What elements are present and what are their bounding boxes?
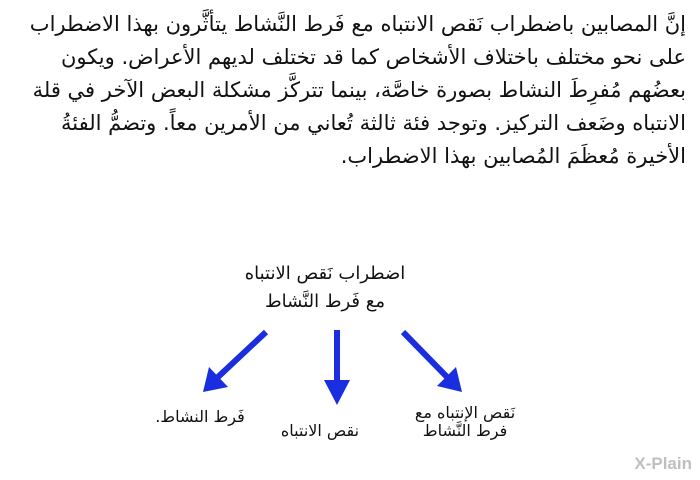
leaf-combined-line2: فرط النَّشاط [422,421,508,440]
leaf-inattention: نقص الانتباه [280,421,360,440]
arrow-to-combined [403,332,462,392]
intro-paragraph: إنَّ المصابين باضطراب نَقص الانتباه مع فَرط النَّشاط يتأثَّرون بهذا الاضطراب على نحو مختلف باختلاف الأشخاص كما قد تختلف لديهم الأعراض. ويكون بعضُهم مُفرِطَ النشاط بصورة خاصَّة، بينما تتركَّز مشكلة البعض الآخر في قلة الانتباه وضَعف التركيز. وتوجد فئة ثالثة تُعاني من الأمرين معاً. وتضمُّ الفئةُ الأخيرة مُعظَمَ المُصابين بهذا الاضطراب. [29,12,686,168]
x-plain-logo-icon [634,454,692,474]
arrow-to-inattention [324,330,350,405]
arrow-to-hyperactivity [203,332,266,392]
leaf-hyperactivity: فَرط النشاط. [155,407,245,426]
leaf-combined [395,404,535,440]
root-node-line2: مع فَرط النَّشاط [265,291,385,312]
logo-text: X-Plain [634,454,692,473]
leaf-combined-line1: نَقص الإنتباه مع [414,403,516,422]
root-node-line1: اضطراب نَقص الانتباه [244,263,406,284]
